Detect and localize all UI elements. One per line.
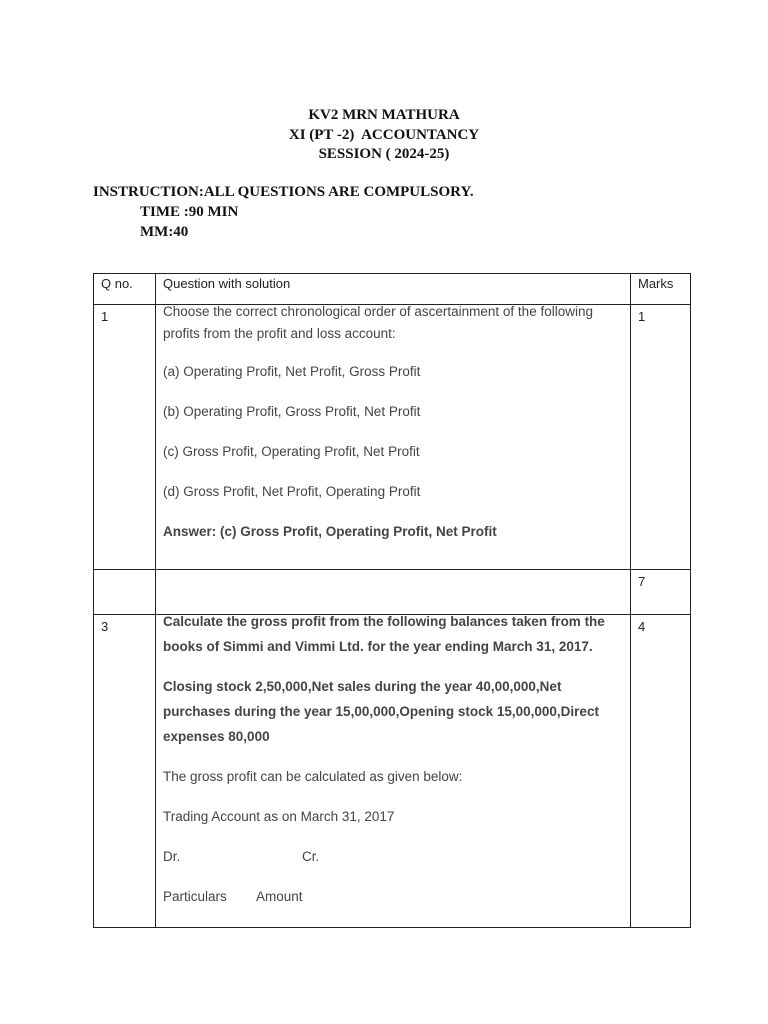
document-header <box>0 106 768 165</box>
q3-dr-label: Dr. <box>163 849 181 864</box>
max-marks: MM:40 <box>140 224 189 240</box>
header-question: Question with solution <box>156 274 631 305</box>
table-row-q1 <box>94 305 691 570</box>
q1-option-b: (b) Operating Profit, Gross Profit, Net Profit <box>163 404 421 419</box>
table-row-q3 <box>94 615 691 928</box>
q3-data-line3: expenses 80,000 <box>163 729 270 744</box>
q1-option-d: (d) Gross Profit, Net Profit, Operating Profit <box>163 484 421 499</box>
q3-solution-intro: The gross profit can be calculated as given below: <box>163 769 463 784</box>
instructions-block <box>93 182 474 242</box>
q1-answer: Answer: (c) Gross Profit, Operating Profit, Net Profit <box>163 524 497 539</box>
q3-dr-cr-row <box>163 844 623 869</box>
q1-marks: 1 <box>631 305 691 570</box>
exam-title: XI (PT -2) ACCOUNTANCY <box>288 126 480 143</box>
q3-marks: 4 <box>631 615 691 928</box>
q3-amount-label: Amount <box>256 889 303 904</box>
q1-stem-line2: profits from the profit and loss account: <box>163 326 396 341</box>
questions-table <box>93 273 691 928</box>
q1-option-a: (a) Operating Profit, Net Profit, Gross Profit <box>163 364 421 379</box>
q3-cr-label: Cr. <box>302 849 320 864</box>
q3-particulars-label: Particulars <box>163 889 227 904</box>
q3-content <box>156 615 631 928</box>
table-header-row <box>94 274 691 305</box>
q3-data-line2: purchases during the year 15,00,000,Opening stock 15,00,000,Direct <box>163 704 599 719</box>
q3-data-line1: Closing stock 2,50,000,Net sales during the year 40,00,000,Net <box>163 679 562 694</box>
q1-stem-line1: Choose the correct chronological order of ascertainment of the following <box>163 304 593 319</box>
q1-option-c: (c) Gross Profit, Operating Profit, Net Profit <box>163 444 420 459</box>
header-qno: Q no. <box>94 274 156 305</box>
q2-marks: 7 <box>631 570 691 615</box>
instruction-text: INSTRUCTION:ALL QUESTIONS ARE COMPULSORY. <box>93 184 474 200</box>
school-name: KV2 MRN MATHURA <box>308 107 460 123</box>
q3-stem-line2: books of Simmi and Vimmi Ltd. for the year ending March 31, 2017. <box>163 639 593 654</box>
header-marks: Marks <box>631 274 691 305</box>
q2-content <box>156 570 631 615</box>
q3-number: 3 <box>94 615 156 928</box>
table-row-q2 <box>94 570 691 615</box>
q3-stem-line1: Calculate the gross profit from the following balances taken from the <box>163 614 605 629</box>
q2-number <box>94 570 156 615</box>
session-label: SESSION ( 2024-25) <box>318 146 450 162</box>
q1-content <box>156 305 631 570</box>
q3-account-title: Trading Account as on March 31, 2017 <box>163 809 395 824</box>
time-limit: TIME :90 MIN <box>140 204 239 220</box>
q1-number: 1 <box>94 305 156 570</box>
q3-columns-row <box>163 884 623 909</box>
